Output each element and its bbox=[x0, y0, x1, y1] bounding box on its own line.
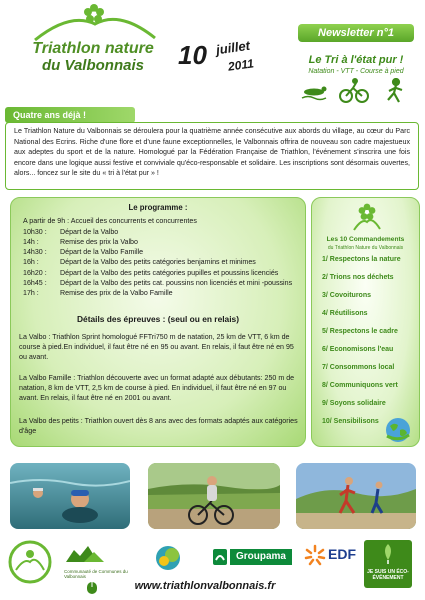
bike-icon bbox=[340, 79, 368, 102]
programme-intro: A partir de 9h : Accueil des concurrents et concurrentes bbox=[23, 217, 197, 225]
swim-icon bbox=[302, 87, 327, 100]
detail-valbo: La Valbo : Triathlon Sprint homologué FFTri750 m de natation, 25 km de VTT, 6 km de course à pied.En individuel, il faut être né en 95 ou avant. En relais, il faut être né en 95 ou avant. bbox=[19, 333, 294, 361]
eco-event-text: JE SUIS UN ÉCO-ÉVÉNEMENT bbox=[367, 569, 409, 581]
commandment-item: 6/ Economisons l'eau bbox=[322, 346, 394, 353]
commandment-item: 4/ Réutilisons bbox=[322, 310, 368, 317]
slogan: Le Tri à l'état pur ! bbox=[308, 54, 404, 66]
newsletter-badge: Newsletter n°1 bbox=[298, 24, 414, 42]
commandments-panel bbox=[311, 197, 420, 447]
commandments-title: Les 10 Commandements bbox=[326, 236, 405, 243]
commandment-item: 3/ Covoiturons bbox=[322, 292, 372, 299]
commandment-item: 8/ Communiquons vert bbox=[322, 382, 398, 389]
sponsor-groupama bbox=[212, 548, 292, 566]
date-month: juillet bbox=[215, 37, 251, 58]
detail-famille: La Valbo Famille : Triathlon découverte avec un format adapté aux débutants: 250 m de natation, 8 km de VTT, 2,5 km de course à pied. En individuel, il faut être né en 97 ou avant. En relais, il faut être né en 2001 ou avant. bbox=[19, 374, 295, 402]
programme-item: 10h30 : Départ de la Valbo bbox=[23, 228, 119, 236]
sponsor-edf bbox=[304, 542, 358, 568]
programme-panel bbox=[10, 197, 306, 447]
programme-item: 14h30 : Départ de la Valbo Famille bbox=[23, 248, 144, 256]
groupama-label: Groupama bbox=[230, 549, 292, 565]
globe-icon bbox=[384, 416, 412, 444]
intro-text: Le Triathlon Nature du Valbonnais se déroulera pour la quatrième année consécutive aux abords du village, au cœur du Parc National des Ecrins. Riche d'une flore et d'une faune exceptionnelles, le Valbonnais offrira de nouveau son cadre majestueux aux adeptes du sport et de la nature. Homologué par la Fédération Française de Triathlon, l'événement s'inscrira une fois encore dans une logique aussi festive et conviviale qu'éco-responsable et solidaire. Les inscriptions sont désormais ouvertes, alors... foncez sur le site du « tri à l'état pur » ! bbox=[5, 122, 419, 190]
programme-item: 17h : Remise des prix de la Valbo Famille bbox=[23, 289, 173, 297]
commandment-item: 2/ Trions nos déchets bbox=[322, 274, 394, 281]
commandments-subtitle: du Triathlon Nature du Valbonnais bbox=[327, 245, 404, 251]
event-title bbox=[8, 40, 178, 74]
sponsor-communaute bbox=[64, 544, 134, 580]
details-title: Détails des épreuves : (seul ou en relais) bbox=[77, 314, 239, 324]
photo-cycling bbox=[148, 463, 280, 529]
commandment-item: 9/ Soyons solidaire bbox=[322, 400, 386, 407]
sponsor-region-logo bbox=[150, 544, 186, 572]
triathlon-badge bbox=[8, 540, 52, 584]
mouse-icon bbox=[86, 580, 98, 594]
programme-title: Le programme : bbox=[128, 203, 188, 212]
commandment-item: 10/ Sensibilisons bbox=[322, 418, 379, 425]
website-link[interactable]: www.triathlonvalbonnais.fr bbox=[134, 580, 276, 592]
photo-swimming bbox=[10, 463, 130, 529]
detail-petits: La Valbo des petits : Triathlon ouvert dès 8 ans avec des formats adaptés aux catégories d'âge bbox=[19, 417, 298, 435]
sponsor-communaute-text: Communauté de Communes du Valbonnais bbox=[64, 569, 128, 579]
sport-icons bbox=[300, 78, 414, 104]
commandment-item: 1/ Respectons la nature bbox=[322, 256, 401, 263]
programme-item: 16h45 : Départ de la Valbo des petits cat. poussins non licenciés et mini -poussins bbox=[23, 279, 293, 287]
commandment-item: 5/ Respectons le cadre bbox=[322, 328, 398, 335]
programme-item: 16h20 : Départ de la Valbo des petits catégories pupilles et poussins licenciés bbox=[23, 269, 279, 277]
event-title-line1: Triathlon nature bbox=[32, 40, 154, 57]
photo-running bbox=[296, 463, 416, 529]
logo bbox=[30, 2, 160, 42]
programme-item: 16h : Départ de la Valbo des petits catégories benjamins et minimes bbox=[23, 258, 256, 266]
intro-heading: Quatre ans déjà ! bbox=[5, 107, 135, 123]
programme-item: 14h : Remise des prix la Valbo bbox=[23, 238, 138, 246]
sports-list: Natation - VTT - Course à pied bbox=[308, 68, 404, 75]
edf-label: EDF bbox=[328, 546, 356, 562]
runner-icon bbox=[388, 79, 402, 102]
date-year: 2011 bbox=[227, 56, 255, 74]
event-title-line2: du Valbonnais bbox=[42, 57, 144, 74]
logo-icon bbox=[352, 202, 382, 232]
date-day: 10 bbox=[178, 40, 207, 70]
commandment-item: 7/ Consommons local bbox=[322, 364, 395, 371]
sponsor-eco-event bbox=[364, 540, 412, 588]
